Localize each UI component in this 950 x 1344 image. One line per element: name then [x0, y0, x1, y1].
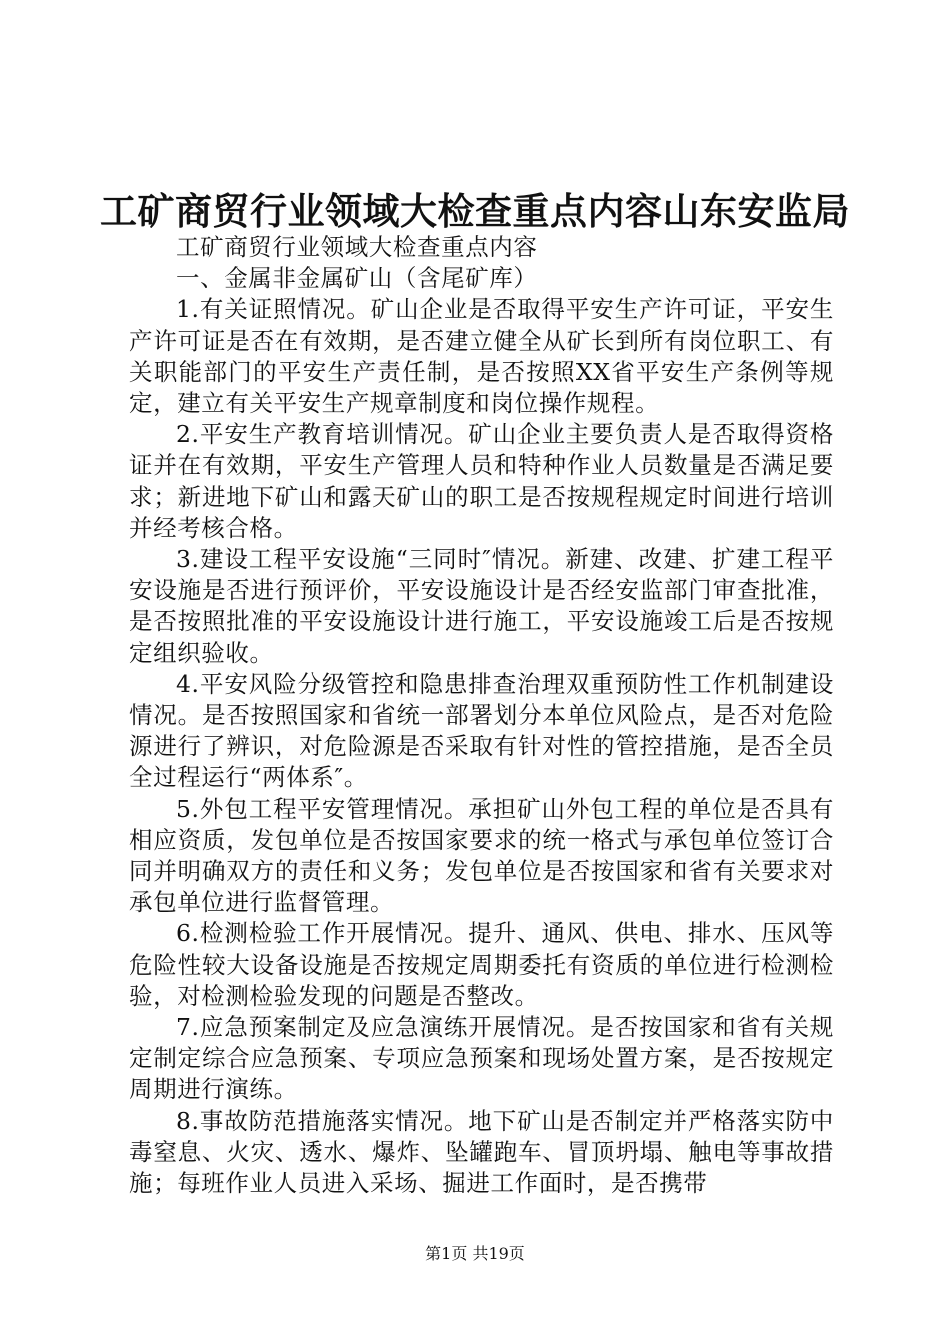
body-paragraph-5: 5.外包工程平安管理情况。承担矿山外包工程的单位是否具有相应资质，发包单位是否按国家要求的统一格式与承包单位签订合同并明确双方的责任和义务；发包单位是否按国家和省有关要求对承包单位进行监督管理。	[129, 794, 834, 917]
body-paragraph-6: 6.检测检验工作开展情况。提升、通风、供电、排水、压风等危险性较大设备设施是否按规定周期委托有资质的单位进行检测检验，对检测检验发现的问题是否整改。	[129, 919, 834, 1010]
body-paragraph-3: 3.建设工程平安设施“三同时″情况。新建、改建、扩建工程平安设施是否进行预评价，平安设施设计是否经安监部门审查批准，是否按照批准的平安设施设计进行施工，平安设施竣工后是否按规定组织验收。	[129, 545, 834, 667]
body-paragraph-2: 2.平安生产教育培训情况。矿山企业主要负责人是否取得资格证并在有效期，平安生产管理人员和特种作业人员数量是否满足要求；新进地下矿山和露天矿山的职工是否按规程规定时间进行培训并经考核合格。	[129, 420, 834, 542]
document-body	[129, 232, 834, 1199]
body-paragraph-heading: 工矿商贸行业领域大检查重点内容	[176, 233, 538, 261]
body-paragraph-8: 8.事故防范措施落实情况。地下矿山是否制定并严格落实防中毒窒息、火灾、透水、爆炸、坠罐跑车、冒顶坍塌、触电等事故措施；每班作业人员进入采场、掘进工作面时，是否携带	[129, 1106, 834, 1198]
document-title: 工矿商贸行业领域大检查重点内容山东安监局	[100, 189, 850, 233]
page-number-footer: 第1页 共19页	[425, 1244, 525, 1263]
body-paragraph-4: 4.平安风险分级管控和隐患排查治理双重预防性工作机制建设情况。是否按照国家和省统一部署划分本单位风险点，是否对危险源进行了辨识，对危险源是否采取有针对性的管控措施，是否全员全过程运行“两体系″。	[129, 669, 834, 792]
body-paragraph-1: 1.有关证照情况。矿山企业是否取得平安生产许可证，平安生产许可证是否在有效期，是否建立健全从矿长到所有岗位职工、有关职能部门的平安生产责任制，是否按照XX省平安生产条例等规定，建立有关平安生产规章制度和岗位操作规程。	[129, 295, 834, 418]
body-paragraph-7: 7.应急预案制定及应急演练开展情况。是否按国家和省有关规定制定综合应急预案、专项应急预案和现场处置方案，是否按规定周期进行演练。	[129, 1013, 834, 1104]
section-heading-metal-mines: 一、金属非金属矿山（含尾矿库）	[176, 264, 538, 293]
